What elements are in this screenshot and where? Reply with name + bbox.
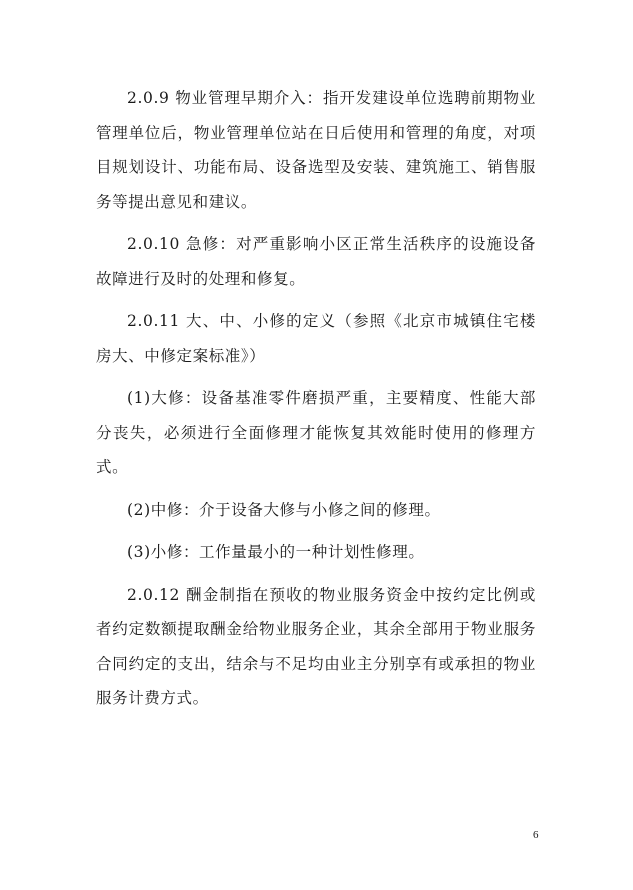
paragraph-2-0-11: 2.0.11 大、中、小修的定义（参照《北京市城镇住宅楼房大、中修定案标准》）: [96, 312, 536, 365]
paragraph-2-0-12: 2.0.12 酬金制指在预收的物业服务资金中按约定比例或者约定数额提取酬金给物业服务企业，其余全部用于物业服务合同约定的支出，结余与不足均由业主分别享有或承担的物业服务计费方式。: [96, 585, 536, 707]
paragraph-2-0-10: 2.0.10 急修：对严重影响小区正常生活秩序的设施设备故障进行及时的处理和修复。: [96, 235, 536, 288]
paragraph-2-0-9: 2.0.9 物业管理早期介入：指开发建设单位选聘前期物业管理单位后，物业管理单位站在日后使用和管理的角度，对项目规划设计、功能布局、设备选型及安装、建筑施工、销售服务等提出意见和建议。: [96, 89, 536, 211]
page-number: 6: [533, 829, 539, 841]
paragraph-major-repair: (1)大修：设备基准零件磨损严重，主要精度、性能大部分丧失，必须进行全面修理才能恢复其效能时使用的修理方式。: [96, 389, 536, 476]
document-body: [96, 81, 536, 724]
paragraph-medium-repair: (2)中修：介于设备大修与小修之间的修理。: [127, 500, 441, 519]
paragraph-minor-repair: (3)小修：工作量最小的一种计划性修理。: [127, 543, 425, 561]
